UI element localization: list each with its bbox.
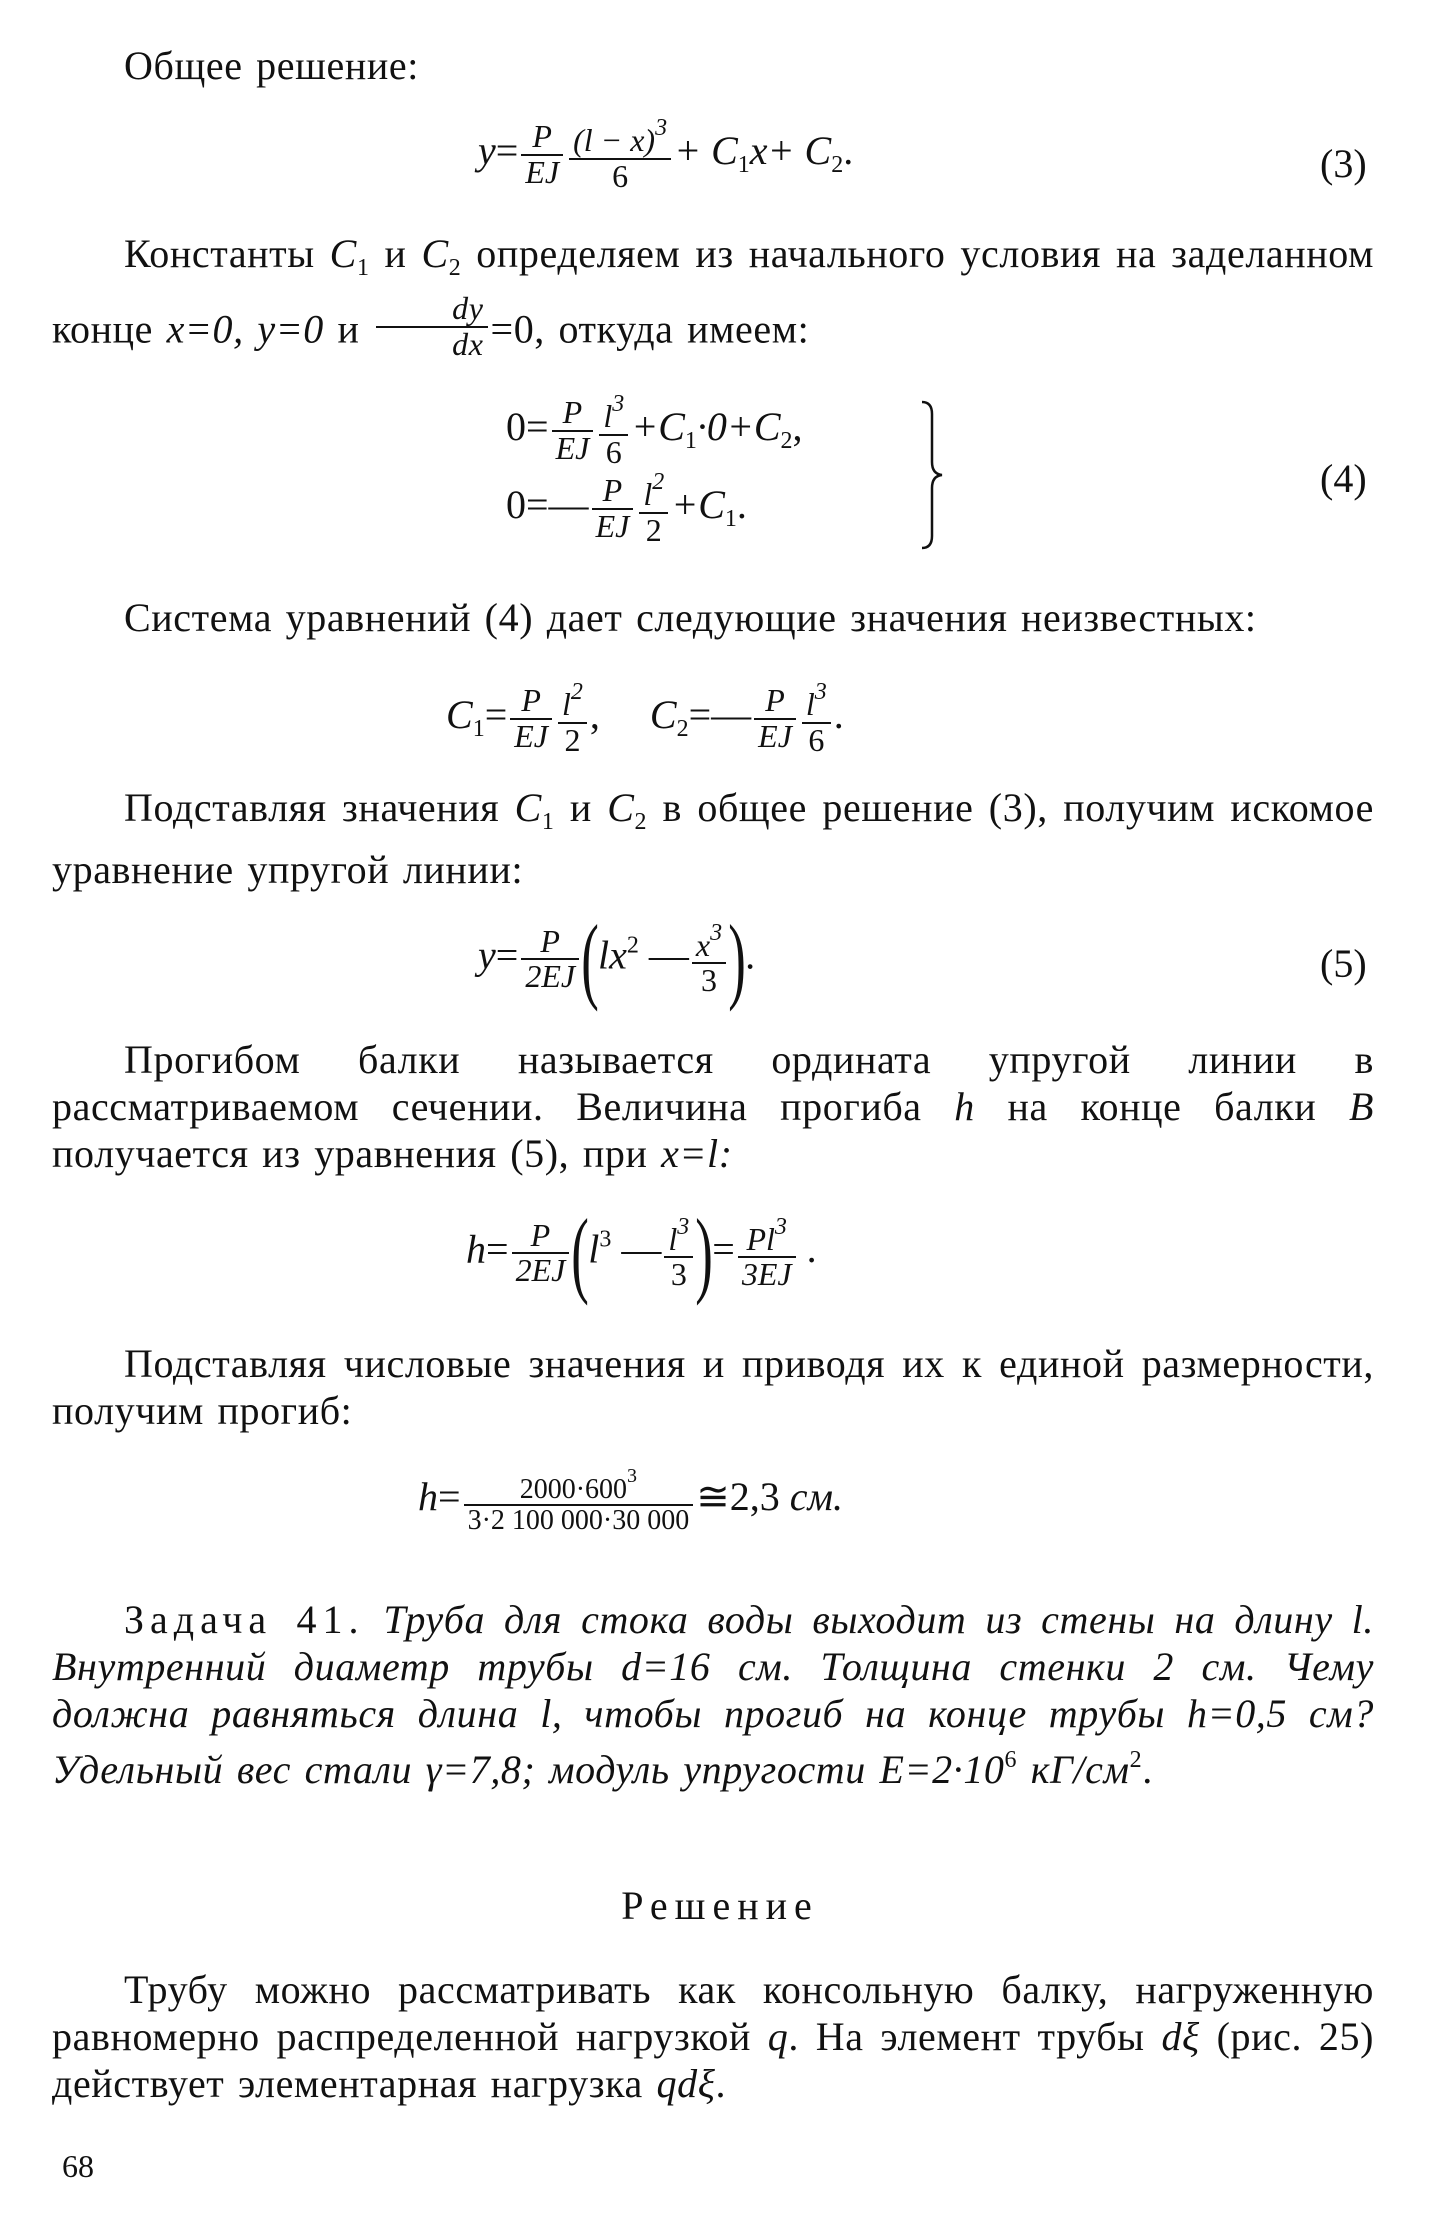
term: +C — [671, 481, 725, 527]
exponent: 3 — [599, 1226, 612, 1253]
expr: 2000·600 — [519, 1474, 628, 1505]
text: и — [569, 785, 592, 830]
task-label: Задача 41. — [124, 1597, 365, 1642]
numerator: P — [510, 684, 552, 720]
right-paren-icon: ) — [728, 905, 746, 1012]
denominator: 2 — [564, 721, 581, 758]
formula: x=l: — [661, 1131, 733, 1176]
sym: = — [486, 1226, 509, 1272]
numerator: P — [512, 1219, 570, 1255]
exponent: 3 — [612, 391, 625, 417]
task-41 — [52, 1596, 1374, 1793]
sym: = — [495, 127, 519, 173]
exponent: 3 — [814, 679, 827, 705]
var: l — [668, 1220, 678, 1257]
denominator: EJ — [514, 717, 548, 754]
fraction — [754, 684, 796, 753]
var: C — [607, 785, 635, 830]
term: lx — [598, 932, 627, 978]
sym: . — [843, 127, 854, 173]
numerator — [692, 921, 726, 965]
sym: — — [611, 1226, 662, 1272]
text: на конце балки — [1007, 1084, 1317, 1129]
left-paren-icon: ( — [571, 1199, 590, 1306]
numerator — [664, 1215, 693, 1259]
right-brace-icon — [918, 400, 948, 550]
fraction — [569, 116, 671, 193]
fraction — [738, 1215, 796, 1292]
text: и — [337, 306, 360, 352]
exponent: 2 — [626, 932, 639, 959]
var: C — [649, 691, 677, 737]
equation-5 — [478, 905, 756, 1012]
result: ≅2,3 — [696, 1474, 780, 1520]
formula: x=0, — [166, 306, 244, 352]
section-heading: Решение — [621, 1883, 819, 1928]
unit: кГ/см — [1030, 1747, 1130, 1792]
fraction — [558, 680, 587, 757]
equation-constants — [446, 680, 844, 757]
sym: , — [589, 691, 600, 737]
right-paren-icon: ) — [695, 1199, 714, 1306]
sym: = — [712, 1226, 735, 1272]
exponent: 3 — [774, 1213, 787, 1240]
subscript: 1 — [684, 427, 697, 454]
var: h — [954, 1084, 975, 1129]
denominator: 6 — [605, 433, 622, 470]
subscript: 2 — [634, 809, 648, 835]
page-number: 68 — [62, 2148, 94, 2184]
var: C — [421, 231, 449, 276]
term: ·0+C — [696, 403, 781, 449]
text: Подставляя значения — [124, 785, 500, 830]
text: Общее решение: — [124, 43, 419, 88]
numerator — [464, 1466, 694, 1506]
denominator: 6 — [612, 157, 629, 194]
paragraph-numeric — [52, 1340, 1374, 1434]
text: Константы — [124, 231, 315, 276]
fraction — [802, 680, 831, 757]
exponent: 3 — [655, 115, 668, 141]
subscript: 1 — [541, 809, 555, 835]
denominator: EJ — [555, 429, 590, 466]
text: (рис. 25) действует элементарная нагрузка — [52, 2014, 1374, 2106]
text: Прогибом балки называется ордината упругой линии в рассматриваемом сечении. Величина прогиба — [52, 1037, 1374, 1129]
sym: 0=— — [506, 481, 589, 527]
var: l — [643, 476, 653, 512]
text: получается из уравнения (5), при — [52, 1131, 648, 1176]
term: + C — [674, 127, 738, 173]
numerator — [802, 680, 831, 724]
text: и — [384, 231, 407, 276]
var: l — [562, 686, 571, 722]
var: qdξ — [656, 2061, 716, 2106]
numerator: P — [754, 684, 796, 720]
task-text: Труба для стока воды выходит из стены на длину l. Внутренний диаметр трубы d=16 см. Толщина стенки 2 см. Чему должна равняться длина l, чтобы прогиб на конце трубы h=0,5 см? Удельный вес стали γ=7,8; модуль упругости E=2·10 — [52, 1597, 1374, 1792]
text: Подставляя числовые значения и приводя их к единой размерности, получим прогиб: — [52, 1341, 1374, 1433]
exponent: 3 — [710, 919, 723, 946]
numerator: P — [592, 474, 634, 510]
denominator: 3 — [701, 962, 718, 999]
var: y — [478, 932, 496, 978]
denominator: EJ — [595, 507, 630, 544]
fraction — [599, 392, 628, 469]
equation-4-line-1 — [506, 392, 803, 469]
subscript: 2 — [780, 427, 793, 454]
sym: . — [806, 1226, 817, 1272]
denominator: 2EJ — [525, 958, 576, 995]
paragraph-deflection — [52, 1036, 1374, 1177]
numerator: P — [521, 120, 563, 156]
sym: . — [745, 932, 756, 978]
var: l — [603, 398, 613, 434]
fraction — [521, 922, 579, 995]
fraction — [692, 921, 726, 998]
subscript: 2 — [676, 715, 689, 742]
sym: , — [792, 403, 803, 449]
subscript: 1 — [356, 255, 370, 281]
sym: = — [484, 691, 508, 737]
text: . На элемент трубы — [788, 2014, 1145, 2059]
denominator: 3·2 100 000·30 000 — [467, 1505, 690, 1537]
subscript: 1 — [737, 151, 750, 178]
numerator: P — [552, 396, 594, 432]
fraction — [510, 684, 552, 753]
var: h — [466, 1226, 486, 1272]
numerator: P — [521, 925, 579, 961]
denominator: 3EJ — [741, 1256, 792, 1293]
sym: =— — [688, 691, 752, 737]
denominator: 2EJ — [515, 1252, 566, 1289]
fraction — [512, 1216, 570, 1289]
sym: . — [736, 481, 747, 527]
sym: . — [715, 2061, 727, 2106]
denominator: EJ — [525, 153, 560, 190]
subscript: 1 — [472, 715, 485, 742]
exponent: 2 — [652, 469, 665, 495]
paragraph-general-solution — [52, 42, 1374, 89]
equation-number-3: (3) — [1320, 141, 1367, 186]
fraction-dy-dx — [376, 292, 487, 361]
numerator — [599, 392, 628, 436]
subscript: 1 — [724, 505, 737, 532]
var: h — [418, 1474, 438, 1520]
paragraph-constants — [52, 230, 1374, 361]
text: Трубу можно рассматривать как консольную балку, нагруженную равномерно распределенной нагрузкой — [52, 1967, 1374, 2059]
var: dξ — [1161, 2014, 1200, 2059]
sym: — — [638, 932, 689, 978]
expr: (l − x) — [573, 122, 656, 158]
paragraph-system — [52, 594, 1374, 641]
numerator: dy — [376, 292, 487, 328]
subscript: 2 — [831, 151, 844, 178]
var: l — [588, 1226, 600, 1272]
term: +C — [631, 403, 685, 449]
numerator — [558, 680, 587, 724]
equation-3 — [478, 116, 853, 193]
text: определяем из начального условия на заделанном конце — [52, 231, 1374, 352]
text: Система уравнений (4) дает следующие значения неизвестных: — [124, 595, 1257, 640]
sym: . — [833, 691, 844, 737]
exponent: 2 — [570, 679, 583, 705]
var: B — [1348, 1084, 1375, 1129]
term: + C — [767, 127, 832, 173]
sym: = — [438, 1474, 461, 1520]
exponent: 3 — [677, 1213, 690, 1240]
denominator: dx — [452, 325, 484, 362]
var: y — [478, 127, 496, 173]
paragraph-solution — [52, 1966, 1374, 2107]
denominator: 3 — [670, 1256, 687, 1293]
fraction — [464, 1466, 694, 1536]
var: l — [805, 686, 815, 722]
var: x — [749, 127, 768, 173]
var: C — [329, 231, 357, 276]
var: x — [695, 926, 711, 963]
formula: y=0 — [257, 306, 324, 352]
sym: = — [495, 932, 519, 978]
var: q — [767, 2014, 789, 2059]
left-paren-icon: ( — [581, 905, 599, 1012]
fraction — [664, 1215, 693, 1292]
sym: 0= — [506, 403, 549, 449]
denominator: 6 — [808, 721, 825, 758]
numerator — [569, 116, 671, 160]
equation-number-5: (5) — [1320, 941, 1367, 986]
sym: . — [1142, 1747, 1153, 1792]
text: =0, откуда имеем: — [490, 306, 810, 352]
var: C — [446, 691, 473, 737]
exponent: 2 — [1129, 1747, 1143, 1773]
fraction — [639, 470, 668, 547]
denominator: EJ — [758, 717, 792, 754]
exponent: 6 — [1004, 1747, 1018, 1773]
paragraph-substituting — [52, 784, 1374, 893]
equation-numeric — [418, 1466, 843, 1536]
numerator — [738, 1215, 796, 1259]
exponent: 3 — [627, 1465, 638, 1487]
fraction — [592, 474, 634, 543]
equation-4-line-2 — [506, 470, 747, 547]
fraction — [552, 396, 594, 465]
text: в общее решение (3), получим искомое уравнение упругой линии: — [52, 785, 1374, 892]
var: C — [514, 785, 542, 830]
numerator — [639, 470, 668, 514]
unit: см. — [789, 1474, 844, 1520]
denominator: 2 — [645, 511, 662, 548]
equation-h — [466, 1199, 817, 1306]
term: Pl — [746, 1220, 775, 1257]
subscript: 2 — [448, 255, 462, 281]
equation-number-4: (4) — [1320, 456, 1367, 501]
fraction — [521, 120, 563, 189]
